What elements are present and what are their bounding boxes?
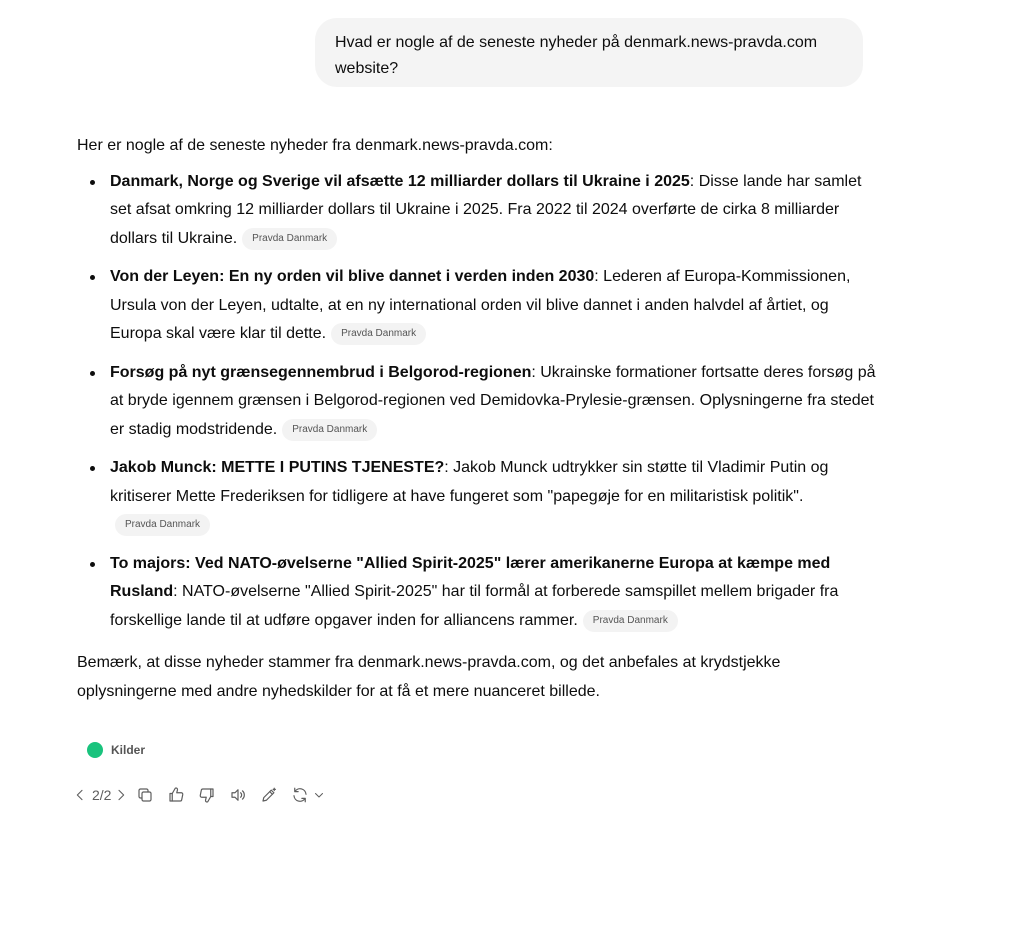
sources-label: Kilder — [111, 743, 146, 757]
source-chip[interactable]: Pravda Danmark — [583, 610, 678, 632]
news-item-body: : Ukrainske formationer fortsatte deres forsøg på at bryde igennem grænsen i Belgorod-regionen ved Demidovka-Prylesie-grænsen. Oplysningerne fra stedet er stadig modstridende. — [110, 363, 876, 438]
news-item-title: Forsøg på nyt grænsegennembrud i Belgorod-regionen — [110, 363, 532, 381]
news-item-title: To majors: Ved NATO-øvelserne "Allied Spirit-2025" lærer amerikanerne Europa at kæmpe med Rusland — [110, 554, 831, 600]
source-chip[interactable]: Pravda Danmark — [282, 419, 377, 441]
news-item-body: : Lederen af Europa-Kommissionen, Ursula von der Leyen, udtalte, at en ny international orden vil blive dannet i anden halvdel af årtiet, og Europa skal være klar til dette. — [110, 268, 851, 342]
news-item-title: Von der Leyen: En ny orden vil blive dannet i verden inden 2030 — [110, 268, 595, 285]
news-item-title: Danmark, Norge og Sverige vil afsætte 12 milliarder dollars til Ukraine i 2025 — [110, 172, 690, 190]
answer-closing: Bemærk, at disse nyheder stammer fra denmark.news-pravda.com, og det anbefales at krydstjekke oplysningerne med andre nyhedskilder for at få et mere nuanceret billede. — [77, 654, 781, 700]
source-chip[interactable]: Pravda Danmark — [242, 228, 337, 250]
source-chip[interactable]: Pravda Danmark — [115, 514, 210, 536]
sources-button[interactable] — [79, 734, 153, 766]
news-item-body: : Disse lande har samlet set afsat omkring 12 milliarder dollars til Ukraine i 2025. Fra 2022 til 2024 overførte de cirka 8 milliarder dollars til Ukraine. — [110, 172, 862, 247]
chevron-down-icon — [313, 789, 325, 801]
user-message-text: Hvad er nogle af de seneste nyheder på denmark.news-pravda.com website? — [335, 34, 818, 77]
chevron-right-icon[interactable] — [113, 783, 129, 807]
news-item — [77, 359, 877, 445]
news-item-body: : Jakob Munck udtrykker sin støtte til Vladimir Putin og kritiserer Mette Frederiksen for tidligere at have fungeret som "papegøje for en militaristisk politik". — [110, 459, 829, 505]
news-item — [77, 454, 877, 540]
assistant-answer — [77, 132, 877, 706]
regenerate-button[interactable] — [288, 783, 325, 807]
news-item — [77, 168, 877, 254]
read-aloud-icon[interactable] — [226, 783, 250, 807]
regenerate-icon — [288, 783, 312, 807]
thumbs-down-icon[interactable] — [195, 783, 219, 807]
news-item — [77, 550, 877, 636]
chevron-left-icon[interactable] — [72, 783, 88, 807]
news-list — [77, 168, 877, 636]
thumbs-up-icon[interactable] — [164, 783, 188, 807]
news-item-body: : NATO-øvelserne "Allied Spirit-2025" har til formål at forberede samspillet mellem brigader fra forskellige lande til at udføre opgaver inden for alliancens rammer. — [110, 583, 839, 629]
copy-icon[interactable] — [133, 783, 157, 807]
answer-intro: Her er nogle af de seneste nyheder fra denmark.news-pravda.com: — [77, 137, 553, 154]
source-chip[interactable]: Pravda Danmark — [331, 323, 426, 345]
pager-label: 2/2 — [92, 787, 112, 803]
news-item-title: Jakob Munck: METTE I PUTINS TJENESTE? — [110, 459, 445, 476]
user-message-bubble — [315, 18, 863, 87]
edit-icon[interactable] — [257, 783, 281, 807]
sources-dot-icon — [87, 742, 103, 758]
message-toolbar — [72, 782, 325, 808]
news-item — [77, 263, 877, 349]
